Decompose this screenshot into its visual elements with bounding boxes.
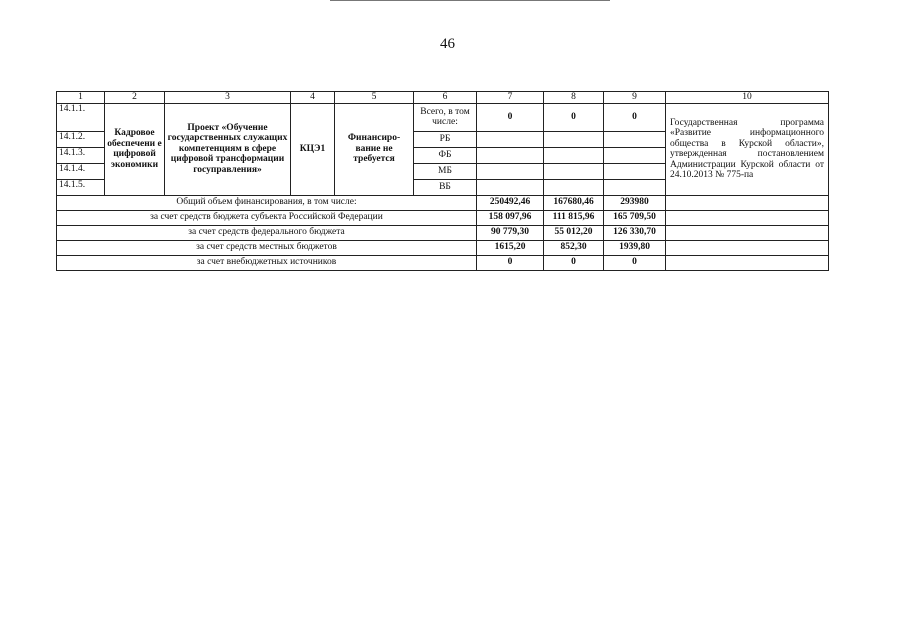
header-cell: 2 <box>105 92 165 104</box>
summary-value-7: 0 <box>477 255 544 270</box>
summary-value-7: 90 779,30 <box>477 225 544 240</box>
value-cell-8 <box>544 179 604 195</box>
value-cell-9 <box>604 179 666 195</box>
value-cell-9 <box>604 131 666 147</box>
scan-edge-line <box>330 0 610 1</box>
header-row <box>57 92 829 104</box>
table-row <box>57 103 829 131</box>
row-number: 14.1.3. <box>57 147 105 163</box>
summary-value-8: 852,30 <box>544 240 604 255</box>
summary-row <box>57 225 829 240</box>
summary-row <box>57 210 829 225</box>
summary-empty-cell <box>666 210 829 225</box>
summary-label: за счет внебюджетных источников <box>57 255 477 270</box>
summary-row <box>57 240 829 255</box>
category-cell: Кадровое обеспечени е цифровой экономики <box>105 103 165 195</box>
summary-label: за счет средств местных бюджетов <box>57 240 477 255</box>
source-cell: Всего, в том числе: <box>414 103 477 131</box>
value-cell-7 <box>477 179 544 195</box>
summary-row <box>57 255 829 270</box>
project-cell: Проект «Обучение государственных служащих компетенциям в сфере цифровой трансформации госуправления» <box>165 103 291 195</box>
value-cell-7 <box>477 163 544 179</box>
summary-empty-cell <box>666 225 829 240</box>
header-cell: 7 <box>477 92 544 104</box>
value-cell-7 <box>477 147 544 163</box>
header-cell: 9 <box>604 92 666 104</box>
summary-value-9: 293980 <box>604 195 666 210</box>
header-cell: 10 <box>666 92 829 104</box>
summary-row <box>57 195 829 210</box>
summary-value-8: 0 <box>544 255 604 270</box>
summary-label: Общий объем финансирования, в том числе: <box>57 195 477 210</box>
value-cell-8 <box>544 147 604 163</box>
summary-empty-cell <box>666 255 829 270</box>
summary-value-8: 111 815,96 <box>544 210 604 225</box>
summary-value-8: 167680,46 <box>544 195 604 210</box>
row-number: 14.1.1. <box>57 103 105 131</box>
header-cell: 1 <box>57 92 105 104</box>
program-description: Государственная программа «Развитие информационного общества в Курской области», утвержденная постановлением Администрации Курской области от 24.10.2013 № 775-па <box>666 103 829 195</box>
summary-value-9: 126 330,70 <box>604 225 666 240</box>
header-cell: 8 <box>544 92 604 104</box>
header-cell: 3 <box>165 92 291 104</box>
summary-value-7: 1615,20 <box>477 240 544 255</box>
summary-value-7: 158 097,96 <box>477 210 544 225</box>
code-cell: КЦЭ1 <box>291 103 335 195</box>
summary-empty-cell <box>666 195 829 210</box>
summary-value-9: 1939,80 <box>604 240 666 255</box>
summary-value-9: 165 709,50 <box>604 210 666 225</box>
row-number: 14.1.5. <box>57 179 105 195</box>
financing-note-cell: Финансиро-вание не требуется <box>335 103 414 195</box>
summary-value-8: 55 012,20 <box>544 225 604 240</box>
summary-label: за счет средств федерального бюджета <box>57 225 477 240</box>
value-cell-9 <box>604 163 666 179</box>
summary-value-7: 250492,46 <box>477 195 544 210</box>
header-cell: 4 <box>291 92 335 104</box>
value-cell-7 <box>477 131 544 147</box>
summary-label: за счет средств бюджета субъекта Российской Федерации <box>57 210 477 225</box>
header-cell: 6 <box>414 92 477 104</box>
value-cell-9: 0 <box>604 103 666 131</box>
page-number: 46 <box>440 36 455 52</box>
value-cell-9 <box>604 147 666 163</box>
value-cell-8 <box>544 163 604 179</box>
value-cell-8: 0 <box>544 103 604 131</box>
value-cell-7: 0 <box>477 103 544 131</box>
row-number: 14.1.4. <box>57 163 105 179</box>
financing-table <box>56 91 829 271</box>
value-cell-8 <box>544 131 604 147</box>
source-cell: МБ <box>414 163 477 179</box>
row-number: 14.1.2. <box>57 131 105 147</box>
summary-empty-cell <box>666 240 829 255</box>
source-cell: ВБ <box>414 179 477 195</box>
source-cell: ФБ <box>414 147 477 163</box>
summary-value-9: 0 <box>604 255 666 270</box>
source-cell: РБ <box>414 131 477 147</box>
header-cell: 5 <box>335 92 414 104</box>
